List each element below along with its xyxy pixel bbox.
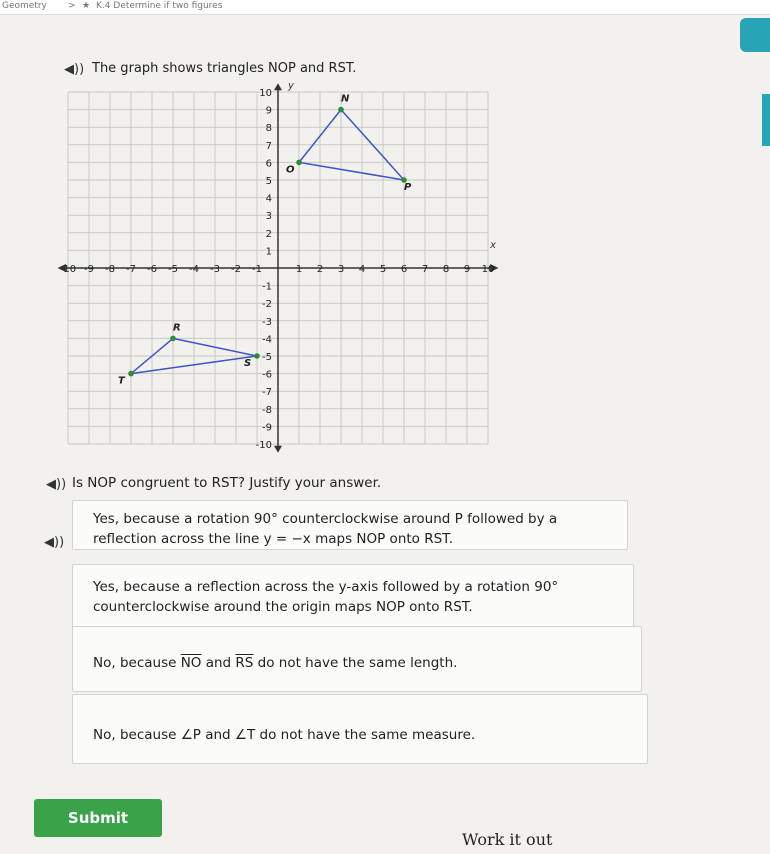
x-tick-label: 4 bbox=[358, 264, 366, 275]
star-icon[interactable]: ★ bbox=[82, 1, 91, 11]
y-tick-label: 8 bbox=[265, 123, 272, 135]
x-tick-label: -2 bbox=[231, 264, 241, 275]
x-tick-label: -9 bbox=[84, 264, 94, 275]
x-axis-label: x bbox=[490, 240, 497, 251]
segment-name: $\overline{RS}$ bbox=[235, 655, 254, 671]
vertex-label: T bbox=[118, 375, 125, 387]
option-text: Yes, because a reflection across the y-axis followed by a rotation 90° bbox=[93, 579, 559, 595]
y-tick-label: -8 bbox=[262, 404, 272, 416]
y-tick-label: -5 bbox=[262, 352, 272, 363]
y-axis-arrow bbox=[274, 446, 282, 453]
y-tick-label: 6 bbox=[265, 158, 272, 170]
y-tick-label: 2 bbox=[265, 228, 272, 240]
y-tick-label: -6 bbox=[262, 369, 272, 381]
y-axis-label: y bbox=[288, 80, 294, 92]
y-tick-label: -2 bbox=[262, 299, 272, 311]
x-tick-label: 1 bbox=[295, 264, 303, 275]
x-tick-label: 6 bbox=[400, 264, 408, 275]
x-tick-label: 8 bbox=[442, 264, 450, 275]
vertex-label: N bbox=[341, 93, 350, 105]
vertex-label: P bbox=[404, 182, 412, 193]
x-tick-label: -4 bbox=[189, 264, 199, 275]
submit-button[interactable]: Submit bbox=[34, 799, 162, 837]
y-tick-label: 1 bbox=[265, 246, 272, 258]
vertex-point bbox=[254, 353, 260, 359]
x-tick-label: -8 bbox=[105, 264, 115, 275]
segment-name: $\overline{NO}$ bbox=[180, 655, 202, 671]
x-tick-label: -5 bbox=[168, 264, 178, 275]
option-speaker-icon[interactable]: ◀)) bbox=[44, 535, 65, 550]
option-text: No, because bbox=[93, 655, 181, 671]
vertex-label: O bbox=[286, 164, 295, 176]
y-tick-label: -7 bbox=[262, 387, 272, 399]
y-tick-label: 3 bbox=[265, 211, 272, 223]
breadcrumb bbox=[0, 0, 770, 15]
x-tick-label: -7 bbox=[126, 264, 136, 275]
x-tick-label: 5 bbox=[379, 264, 387, 275]
x-tick-label: 3 bbox=[337, 264, 345, 275]
answer-option-1[interactable] bbox=[72, 500, 628, 550]
vertex-label: S bbox=[244, 358, 252, 369]
option-text: and bbox=[201, 655, 236, 671]
x-tick-label: 10 bbox=[481, 264, 495, 275]
y-tick-label: -4 bbox=[262, 334, 272, 346]
option-text: Yes, because a rotation 90° counterclockwise around P followed by a bbox=[93, 511, 558, 527]
x-tick-label: 2 bbox=[316, 264, 324, 275]
vertex-point bbox=[338, 107, 344, 113]
question-text: Is NOP congruent to RST? Justify your answer. bbox=[72, 475, 382, 491]
tick-labels bbox=[60, 88, 495, 451]
breadcrumb-subject[interactable]: Geometry bbox=[2, 1, 47, 11]
prompt-text: The graph shows triangles NOP and RST. bbox=[92, 61, 357, 76]
y-axis-arrow bbox=[274, 83, 282, 90]
option-text: reflection across the line y = −x maps NOP onto RST. bbox=[93, 531, 454, 547]
y-tick-label: 4 bbox=[265, 193, 272, 205]
x-tick-label: -10 bbox=[59, 264, 77, 275]
y-tick-label: -10 bbox=[255, 440, 272, 451]
answer-option-4[interactable] bbox=[72, 694, 648, 764]
answer-option-2[interactable] bbox=[72, 564, 634, 630]
x-tick-label: -3 bbox=[210, 264, 220, 275]
x-tick-label: 7 bbox=[421, 264, 429, 275]
breadcrumb-separator: > bbox=[68, 1, 76, 11]
vertex-point bbox=[296, 160, 302, 166]
y-tick-label: -9 bbox=[262, 422, 272, 434]
side-tab[interactable] bbox=[740, 18, 770, 52]
option-text: No, because ∠P and ∠T do not have the same measure. bbox=[93, 727, 476, 743]
breadcrumb-skill: K.4 Determine if two figures bbox=[96, 1, 223, 11]
speaker-icon[interactable]: ◀)) bbox=[64, 62, 85, 77]
work-it-out-link[interactable]: Work it out bbox=[462, 830, 553, 849]
y-tick-label: 7 bbox=[265, 140, 272, 152]
question-speaker-icon[interactable]: ◀)) bbox=[46, 477, 67, 492]
vertex-point bbox=[128, 371, 134, 377]
answer-option-3[interactable] bbox=[72, 626, 642, 692]
coordinate-plane bbox=[59, 80, 518, 464]
x-tick-label: -1 bbox=[252, 264, 262, 275]
y-tick-label: 10 bbox=[259, 88, 272, 99]
option-text: counterclockwise around the origin maps NOP onto RST. bbox=[93, 599, 473, 615]
vertex-label: R bbox=[173, 322, 181, 334]
vertex-point bbox=[170, 336, 176, 342]
x-tick-label: -6 bbox=[147, 264, 157, 275]
side-strip bbox=[762, 94, 770, 146]
option-text: do not have the same length. bbox=[253, 655, 458, 671]
y-tick-label: 5 bbox=[265, 176, 272, 187]
y-tick-label: 9 bbox=[265, 105, 272, 117]
y-tick-label: -1 bbox=[262, 281, 272, 293]
axes bbox=[58, 80, 499, 452]
y-tick-label: -3 bbox=[262, 316, 272, 328]
x-tick-label: 9 bbox=[463, 264, 471, 275]
